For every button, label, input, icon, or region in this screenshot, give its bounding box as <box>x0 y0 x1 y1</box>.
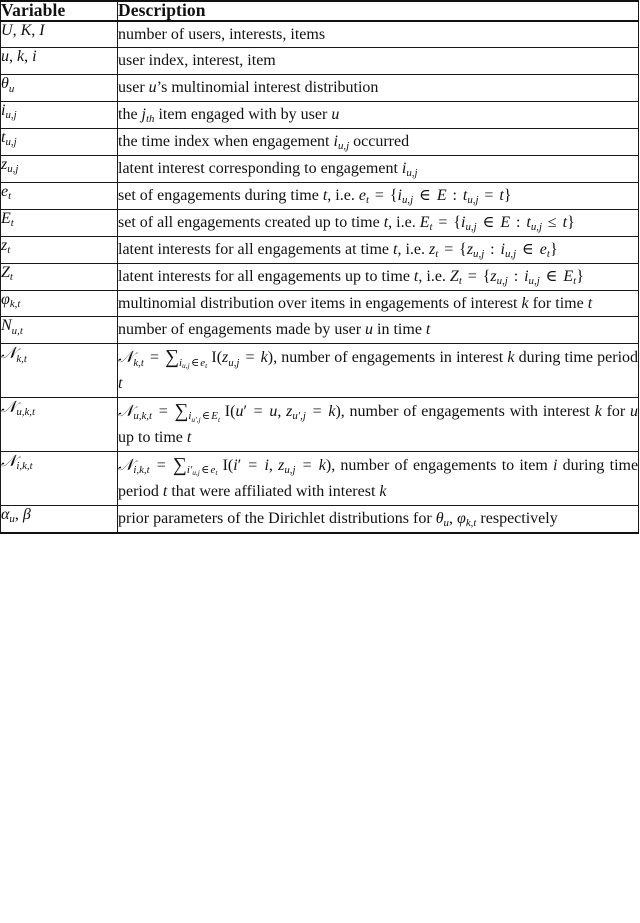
variable-cell: $i_{u,j}$ <box>1 102 118 129</box>
description-cell: set of engagements during time t, i.e. $e_t = \{i_{u,j}$ ∈ E : $t_{u,j} = t$} <box>118 182 639 209</box>
table-header-row <box>1 1 639 21</box>
variable-cell: $\theta_u$ <box>1 75 118 102</box>
table-row <box>1 182 639 209</box>
table-row <box>1 75 639 102</box>
description-cell: 𝒩$_{u,k,t}$ = $\sum_{i_{u',j}\in E_t}$ I(u′ = u, $z_{u',j} = k$), number of engagements with interest k for u up to time t <box>118 398 639 452</box>
description-cell: the $j_{th}$ item engaged with by user u <box>118 102 639 129</box>
variable-cell: $\alpha_u$, β <box>1 505 118 532</box>
column-header-description: Description <box>118 1 639 21</box>
variable-cell: $z_{u,j}$ <box>1 156 118 183</box>
table-row <box>1 290 639 317</box>
table-row <box>1 21 639 48</box>
table-row <box>1 236 639 263</box>
description-cell: user index, interest, item <box>118 48 639 75</box>
description-cell: user u’s multinomial interest distribution <box>118 75 639 102</box>
variable-cell: $N_{u,t}$ <box>1 317 118 344</box>
table-row <box>1 344 639 398</box>
table-row <box>1 317 639 344</box>
variable-cell: $e_t$ <box>1 182 118 209</box>
variable-cell: $Z_t$ <box>1 263 118 290</box>
variable-cell: $z_t$ <box>1 236 118 263</box>
table-row <box>1 209 639 236</box>
table-row <box>1 505 639 532</box>
variable-cell: $E_t$ <box>1 209 118 236</box>
variable-cell: 𝒩$_{k,t}$ <box>1 344 118 398</box>
table-row <box>1 129 639 156</box>
column-header-variable: Variable <box>1 1 118 21</box>
table-row <box>1 398 639 452</box>
description-cell: number of engagements made by user u in time t <box>118 317 639 344</box>
description-cell: the time index when engagement $i_{u,j}$ occurred <box>118 129 639 156</box>
table-row <box>1 102 639 129</box>
variable-cell: 𝒩$_{i,k,t}$ <box>1 452 118 506</box>
variable-cell: $t_{u,j}$ <box>1 129 118 156</box>
description-cell: number of users, interests, items <box>118 21 639 48</box>
variable-cell: u, k, i <box>1 48 118 75</box>
variable-cell: U, K, I <box>1 21 118 48</box>
variable-cell: $\varphi_{k,t}$ <box>1 290 118 317</box>
description-cell: prior parameters of the Dirichlet distributions for $\theta_u$, $\varphi_{k,t}$ respectively <box>118 505 639 532</box>
table-row <box>1 452 639 506</box>
variable-cell: 𝒩$_{u,k,t}$ <box>1 398 118 452</box>
description-cell: multinomial distribution over items in engagements of interest k for time t <box>118 290 639 317</box>
description-cell: latent interests for all engagements at time t, i.e. $z_t = \{z_{u,j}$ : $i_{u,j}$ ∈ $e_t$} <box>118 236 639 263</box>
table-row <box>1 263 639 290</box>
description-cell: latent interests for all engagements up to time t, i.e. $Z_t = \{z_{u,j}$ : $i_{u,j}$ ∈ $E_t$} <box>118 263 639 290</box>
description-cell: latent interest corresponding to engagement $i_{u,j}$ <box>118 156 639 183</box>
description-cell: 𝒩$_{k,t}$ = $\sum_{i_{u,j}\in e_t}$ $I(z_{u,j} = k)$, number of engagements in interest k during time period t <box>118 344 639 398</box>
description-cell: set of all engagements created up to time t, i.e. $E_t = \{i_{u,j}$ ∈ E : $t_{u,j} \le t$} <box>118 209 639 236</box>
table-header <box>1 1 639 21</box>
table-row <box>1 156 639 183</box>
description-cell: 𝒩$_{i,k,t}$ = $\sum_{i'_{u,j}\in e_t}$ I(i′ = i, $z_{u,j} = k$), number of engagements to item i during time period t that were affiliated with interest k <box>118 452 639 506</box>
table-body <box>1 21 639 533</box>
table-row <box>1 48 639 75</box>
